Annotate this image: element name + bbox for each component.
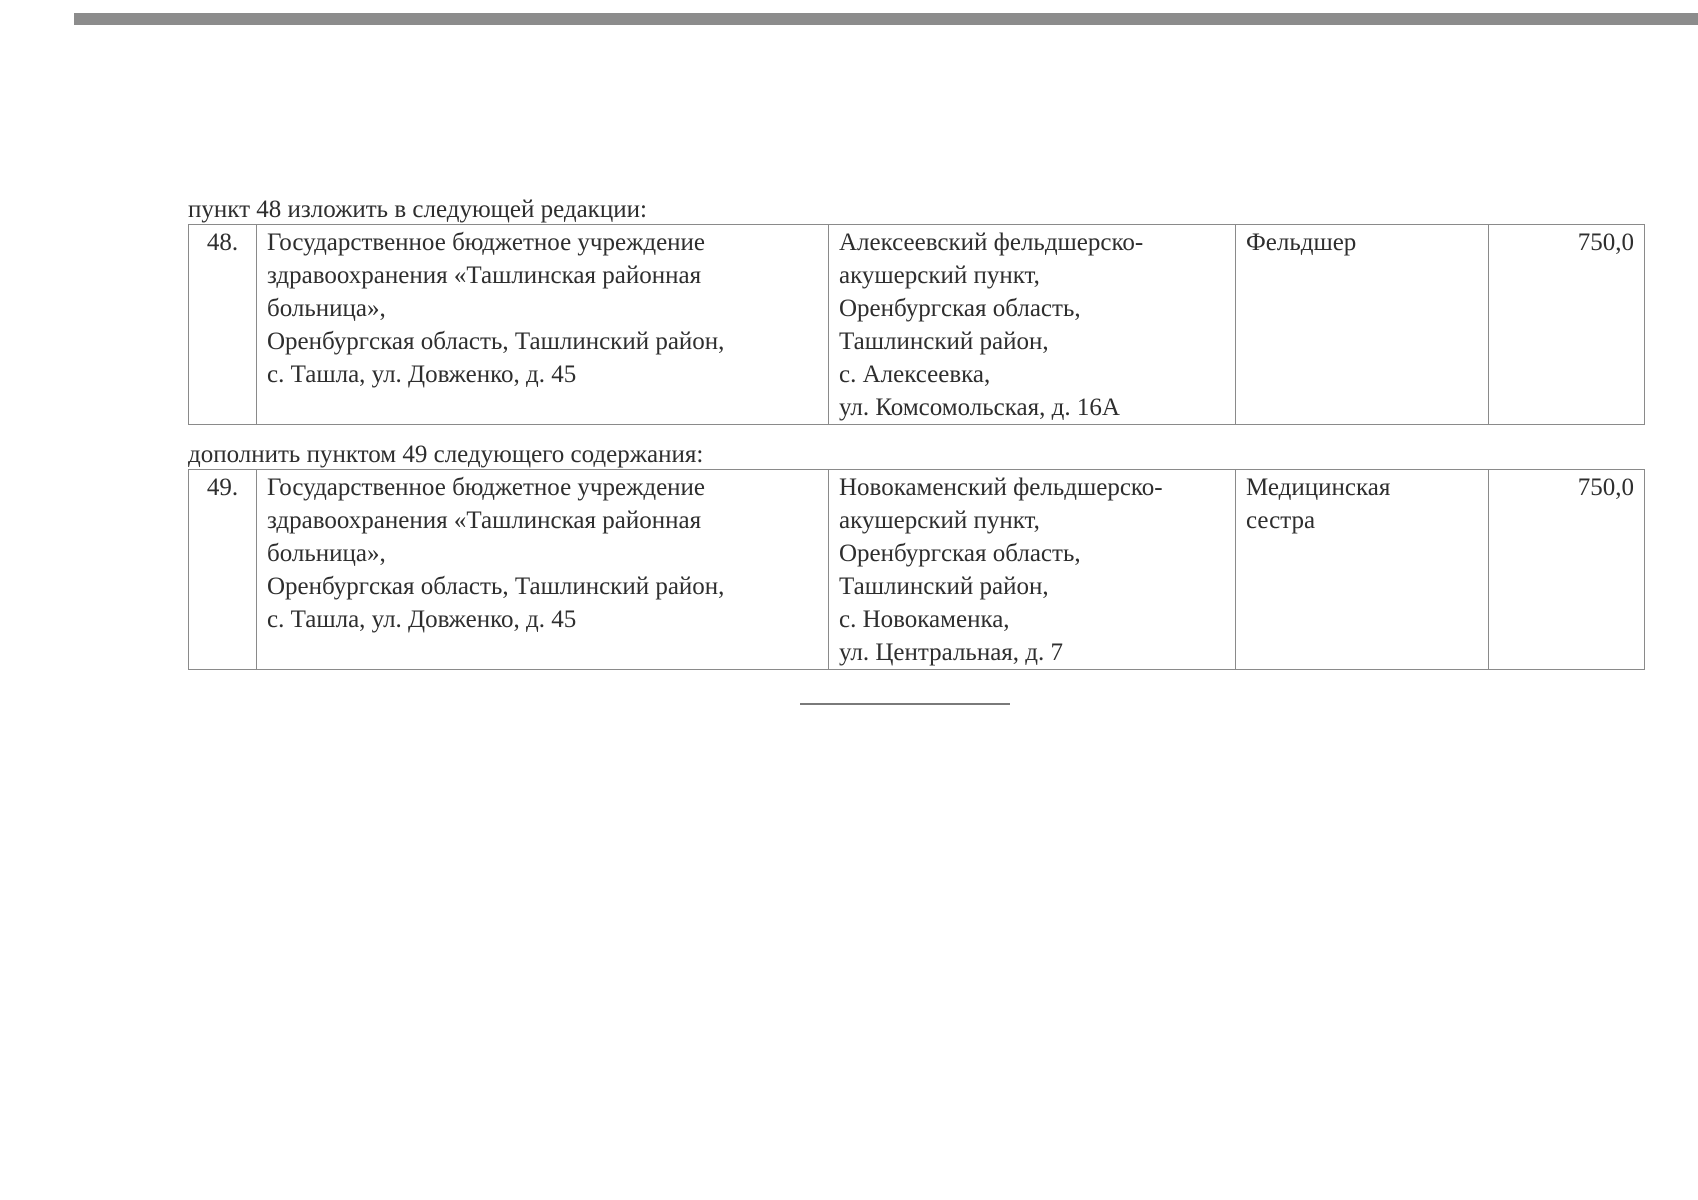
table-row — [189, 470, 1645, 670]
scan-top-border — [74, 13, 1698, 25]
amount-cell: 750,0 — [1489, 470, 1645, 670]
item-number: 48. — [189, 225, 257, 425]
section-intro-48: пункт 48 изложить в следующей редакции: — [188, 196, 647, 223]
item-table-48 — [188, 224, 1645, 425]
item-table-49 — [188, 469, 1645, 670]
institution-cell: Государственное бюджетное учреждение здравоохранения «Ташлинская районная больница», Оренбургская область, Ташлинский район, с. Ташла, ул. Довженко, д. 45 — [257, 470, 829, 670]
section-intro-49: дополнить пунктом 49 следующего содержания: — [188, 441, 704, 468]
closing-rule — [800, 703, 1010, 705]
position-cell: Фельдшер — [1236, 225, 1489, 425]
unit-cell: Алексеевский фельдшерско- акушерский пункт, Оренбургская область, Ташлинский район, с. Алексеевка, ул. Комсомольская, д. 16А — [829, 225, 1236, 425]
unit-cell: Новокаменский фельдшерско- акушерский пункт, Оренбургская область, Ташлинский район, с. Новокаменка, ул. Центральная, д. 7 — [829, 470, 1236, 670]
item-number: 49. — [189, 470, 257, 670]
table-row — [189, 225, 1645, 425]
amount-cell: 750,0 — [1489, 225, 1645, 425]
document-body — [188, 196, 1644, 670]
institution-cell: Государственное бюджетное учреждение здравоохранения «Ташлинская районная больница», Оренбургская область, Ташлинский район, с. Ташла, ул. Довженко, д. 45 — [257, 225, 829, 425]
position-cell: Медицинская сестра — [1236, 470, 1489, 670]
